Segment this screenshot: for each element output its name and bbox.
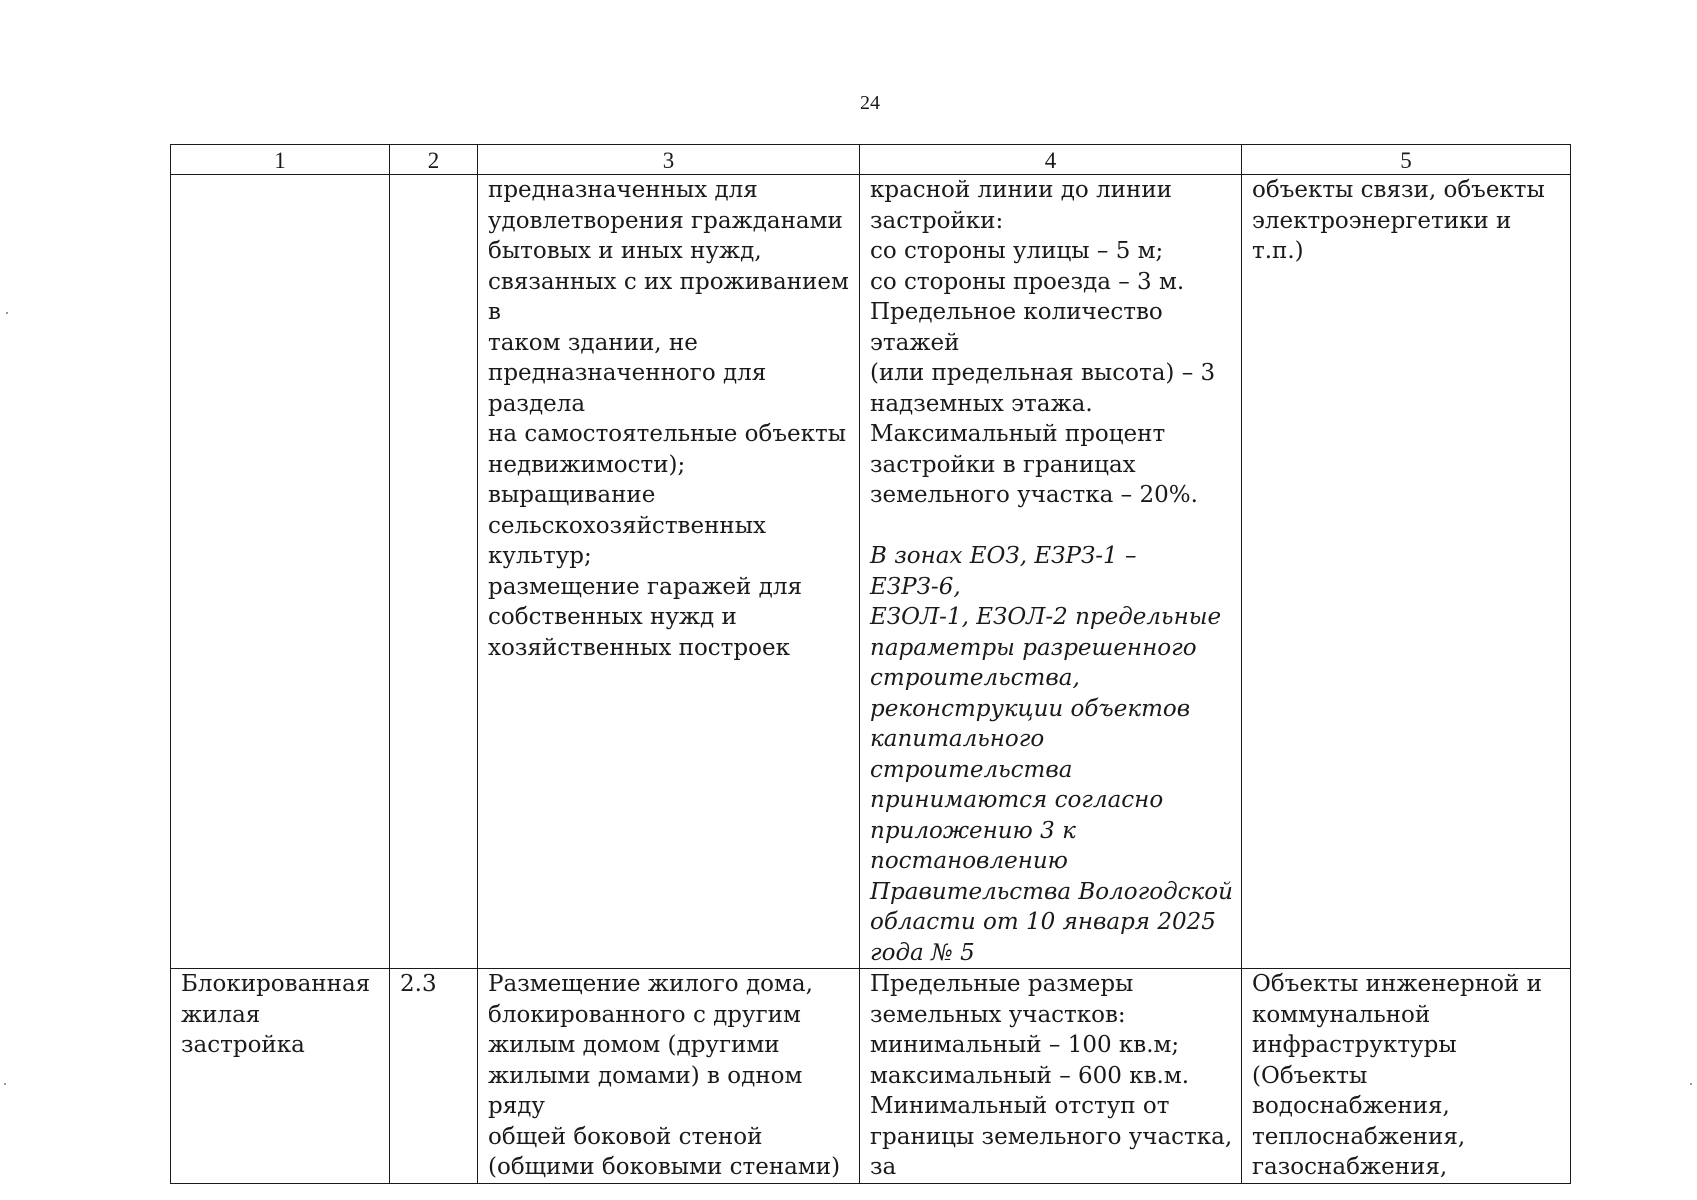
land-use-type-cell <box>171 969 390 1184</box>
scan-speck <box>6 312 8 314</box>
column-header-2: 2 <box>390 145 478 175</box>
zoning-regulations-table <box>170 144 1571 1184</box>
page-number: 24 <box>860 92 880 114</box>
scan-speck <box>4 1083 6 1085</box>
paragraph-gap <box>870 511 1233 542</box>
column-header-5: 5 <box>1242 145 1571 175</box>
parameters-text: Предельные размеры земельных участков: минимальный – 100 кв.м; максимальный – 600 кв.м. Минимальный отступ от границы земельного участка, за <box>870 971 1233 1180</box>
table-row <box>171 175 1571 969</box>
code-text: 2.3 <box>400 971 437 997</box>
code-cell <box>390 175 478 969</box>
code-cell <box>390 969 478 1184</box>
description-text: предназначенных для удовлетворения гражданами бытовых и иных нужд, связанных с их проживанием в таком здании, не предназначенного для раздела на самостоятельные объекты недвижимости); выращивание сельскохозяйственных культур; размещение гаражей для собственных нужд и хозяйственных построек <box>488 177 849 661</box>
parameters-text: красной линии до линии застройки: со стороны улицы – 5 м; со стороны проезда – 3 м. Предельное количество этажей (или предельная высота) – 3 надземных этажа. Максимальный процент застройки в границах земельного участка – 20%. <box>870 177 1216 508</box>
land-use-type-text: Блокированная жилая застройка <box>181 971 371 1058</box>
description-text: Размещение жилого дома, блокированного с другим жилым домом (другими жилыми домами) в одном ряду общей боковой стеной (общими боковыми стенами) <box>488 971 841 1180</box>
zone-note-text: В зонах ЕОЗ, ЕЗРЗ-1 – ЕЗРЗ-6, ЕЗОЛ-1, ЕЗОЛ-2 предельные параметры разрешенного строительства, реконструкции объектов капитального строительства принимаются согласно приложению 3 к постановлению Правительства Вологодской области от 10 января 2025 года № 5 <box>870 543 1233 966</box>
column-header-3: 3 <box>478 145 860 175</box>
auxiliary-uses-text: Объекты инженерной и коммунальной инфраструктуры (Объекты водоснабжения, теплоснабжения, газоснабжения, <box>1252 971 1542 1180</box>
description-cell <box>478 969 860 1184</box>
table-row <box>171 969 1571 1184</box>
auxiliary-uses-text: объекты связи, объекты электроэнергетики и т.п.) <box>1252 177 1545 264</box>
auxiliary-uses-cell <box>1242 969 1571 1184</box>
column-header-1: 1 <box>171 145 390 175</box>
description-cell <box>478 175 860 969</box>
land-use-type-cell <box>171 175 390 969</box>
table-header-row <box>171 145 1571 175</box>
column-header-4: 4 <box>860 145 1242 175</box>
auxiliary-uses-cell <box>1242 175 1571 969</box>
parameters-cell <box>860 175 1242 969</box>
scan-speck <box>1690 1083 1692 1085</box>
parameters-cell <box>860 969 1242 1184</box>
